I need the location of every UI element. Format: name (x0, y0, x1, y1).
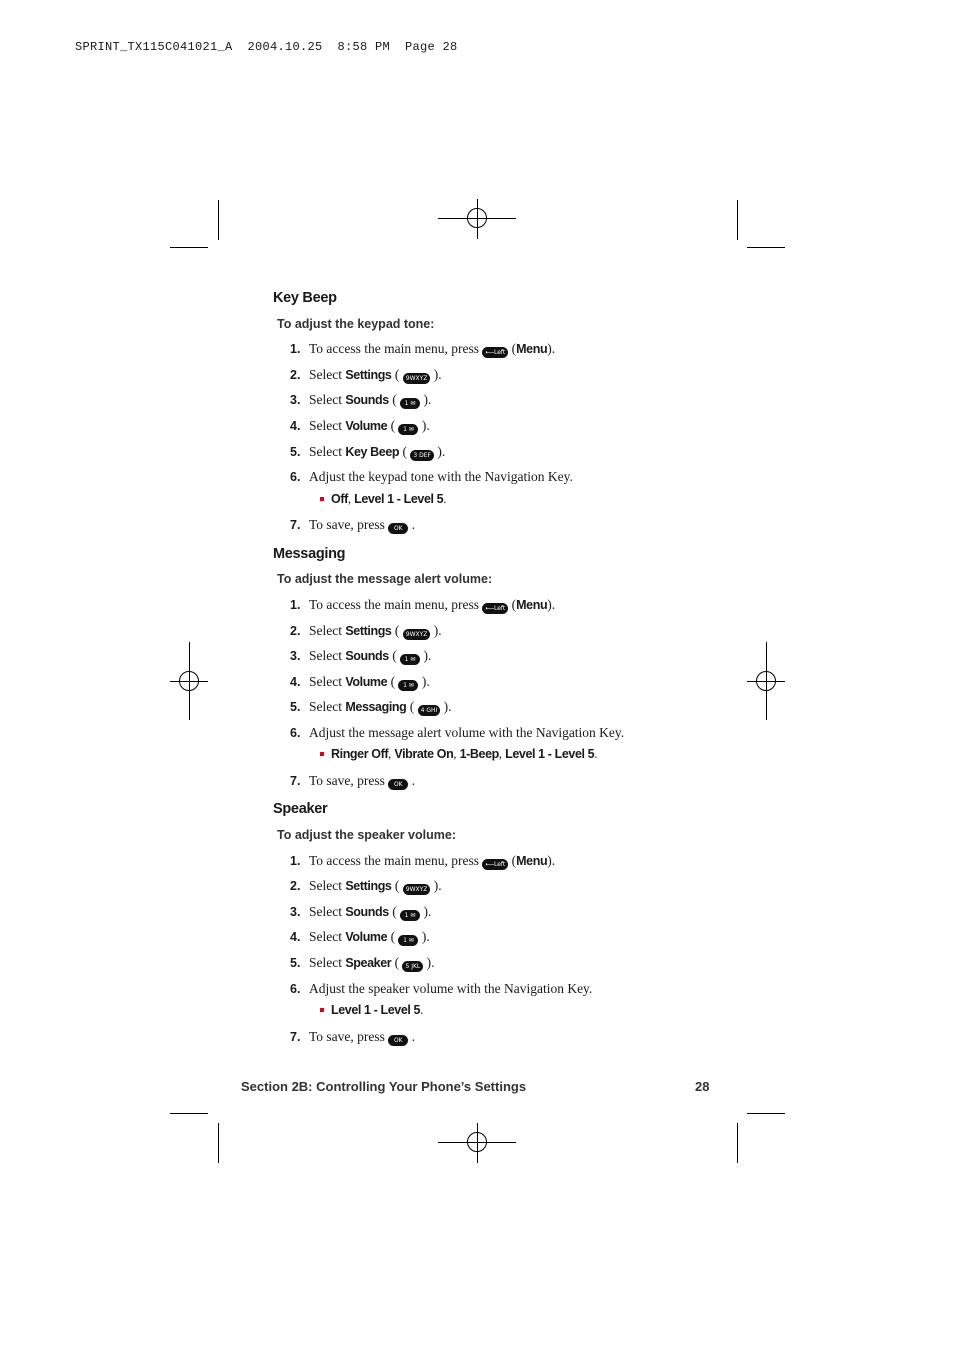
key-9-icon: 9WXYZ (403, 629, 431, 640)
bullet-icon (320, 1008, 324, 1012)
step-4: 4. Select Volume ( 1 ✉ ). (290, 929, 430, 944)
step-5: 5. Select Key Beep ( 3 DEF ). (290, 444, 446, 459)
section-title-messaging: Messaging (273, 546, 346, 562)
step-2: 2. Select Settings ( 9WXYZ ). (290, 367, 442, 382)
key-5-icon: 5 JKL (402, 961, 423, 972)
step-7: 7. To save, press OK . (290, 1029, 416, 1044)
left-softkey-icon: ⟵Left (482, 859, 508, 870)
step-2: 2. Select Settings ( 9WXYZ ). (290, 623, 442, 638)
step-5: 5. Select Speaker ( 5 JKL ). (290, 955, 435, 970)
key-1-icon: 1 ✉ (398, 424, 418, 435)
step-4: 4. Select Volume ( 1 ✉ ). (290, 418, 430, 433)
page-number: 28 (695, 1079, 710, 1094)
step-1: 1. To access the main menu, press ⟵Left (Menu). (290, 597, 556, 612)
key-1-icon: 1 ✉ (398, 935, 418, 946)
section-subtitle: To adjust the keypad tone: (277, 317, 435, 331)
step-1: 1. To access the main menu, press ⟵Left (Menu). (290, 853, 556, 868)
step-7: 7. To save, press OK . (290, 517, 416, 532)
options-list-item: Level 1 - Level 5. (320, 1003, 423, 1018)
step-3: 3. Select Sounds ( 1 ✉ ). (290, 904, 432, 919)
key-9-icon: 9WXYZ (403, 884, 431, 895)
options-list-item: Off, Level 1 - Level 5. (320, 492, 446, 507)
key-1-icon: 1 ✉ (400, 654, 420, 665)
step-7: 7. To save, press OK . (290, 773, 416, 788)
key-4-icon: 4 GHI (418, 705, 441, 716)
print-slug: SPRINT_TX115C041021_A 2004.10.25 8:58 PM Page 28 (75, 40, 458, 54)
step-3: 3. Select Sounds ( 1 ✉ ). (290, 392, 432, 407)
footer-section-title: Section 2B: Controlling Your Phone’s Settings (241, 1079, 527, 1094)
left-softkey-icon: ⟵Left (482, 347, 508, 358)
step-4: 4. Select Volume ( 1 ✉ ). (290, 674, 430, 689)
left-softkey-icon: ⟵Left (482, 603, 508, 614)
step-6: 6. Adjust the speaker volume with the Navigation Key. (290, 981, 593, 996)
step-6: 6. Adjust the message alert volume with the Navigation Key. (290, 725, 625, 740)
step-5: 5. Select Messaging ( 4 GHI ). (290, 699, 452, 714)
bullet-icon (320, 752, 324, 756)
ok-key-icon: OK (388, 523, 408, 534)
ok-key-icon: OK (388, 1035, 408, 1046)
section-title-key-beep: Key Beep (273, 290, 337, 306)
bullet-icon (320, 497, 324, 501)
step-1: 1. To access the main menu, press ⟵Left (Menu). (290, 341, 556, 356)
options-list-item: Ringer Off, Vibrate On, 1-Beep, Level 1 - Level 5. (320, 747, 597, 762)
step-2: 2. Select Settings ( 9WXYZ ). (290, 878, 442, 893)
key-1-icon: 1 ✉ (400, 910, 420, 921)
key-1-icon: 1 ✉ (398, 680, 418, 691)
section-subtitle: To adjust the speaker volume: (277, 828, 456, 842)
key-9-icon: 9WXYZ (403, 373, 431, 384)
step-6: 6. Adjust the keypad tone with the Navigation Key. (290, 469, 573, 484)
section-subtitle: To adjust the message alert volume: (277, 572, 493, 586)
ok-key-icon: OK (388, 779, 408, 790)
step-3: 3. Select Sounds ( 1 ✉ ). (290, 648, 432, 663)
key-3-icon: 3 DEF (410, 450, 434, 461)
key-1-icon: 1 ✉ (400, 398, 420, 409)
section-title-speaker: Speaker (273, 801, 328, 817)
